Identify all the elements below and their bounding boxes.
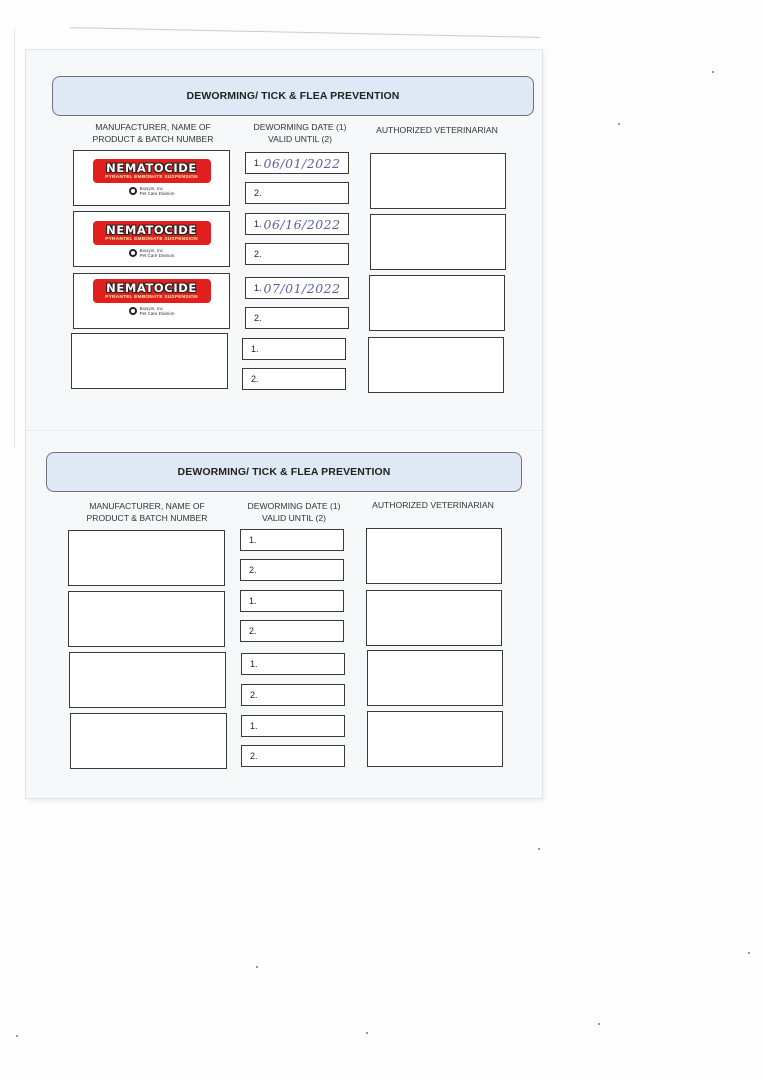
maker-name: Bioxym, Inc. — [139, 306, 165, 311]
date-number: 1. — [249, 596, 257, 606]
date-number: 1. — [250, 659, 258, 669]
sticker-maker — [93, 248, 211, 258]
valid-until-field[interactable] — [245, 182, 349, 204]
product-box[interactable] — [73, 150, 230, 206]
maker-name: Bioxym, Inc. — [139, 248, 165, 253]
section-title-banner — [52, 76, 534, 116]
section-title-banner — [46, 452, 522, 492]
date-number: 2. — [250, 751, 258, 761]
valid-until-field[interactable] — [245, 243, 349, 265]
sticker-brand: NEMATOCIDE — [106, 223, 197, 237]
scan-speck — [538, 848, 540, 850]
column-header-product: MANUFACTURER, NAME OF PRODUCT & BATCH NUMBER — [92, 122, 214, 144]
sticker-label — [93, 221, 211, 245]
valid-until-field[interactable] — [242, 368, 346, 390]
scan-speck — [712, 71, 714, 73]
valid-until-field[interactable] — [240, 559, 344, 581]
scan-speck — [748, 952, 750, 954]
date-number: 2. — [254, 249, 262, 259]
sticker-maker — [93, 306, 211, 316]
deworming-date-field[interactable] — [245, 213, 349, 235]
sticker-subtitle: PYRANTEL EMBONATE SUSPENSION — [105, 295, 198, 300]
deworming-date-field[interactable] — [245, 152, 349, 174]
company-logo-icon — [129, 187, 137, 195]
handwritten-date: 06/01/2022 — [263, 155, 341, 171]
sticker-subtitle: PYRANTEL EMBONATE SUSPENSION — [105, 237, 198, 242]
column-header-date: DEWORMING DATE (1) VALID UNTIL (2) — [247, 501, 341, 523]
product-sticker — [93, 279, 211, 316]
date-number: 1. — [251, 344, 259, 354]
product-sticker — [93, 159, 211, 196]
product-box[interactable] — [71, 333, 228, 389]
veterinarian-box[interactable] — [367, 650, 503, 706]
fold-line — [26, 430, 542, 431]
veterinarian-box[interactable] — [370, 214, 506, 270]
section-title: DEWORMING/ TICK & FLEA PREVENTION — [186, 90, 400, 102]
valid-until-field[interactable] — [241, 684, 345, 706]
section-top — [52, 76, 532, 396]
maker-division: Pet Care Division — [139, 253, 175, 258]
valid-until-field[interactable] — [241, 745, 345, 767]
column-header-vet: AUTHORIZED VETERINARIAN — [376, 125, 498, 135]
veterinarian-box[interactable] — [366, 590, 502, 646]
product-box[interactable] — [68, 591, 225, 647]
scan-speck — [366, 1032, 368, 1034]
date-number: 1. — [254, 283, 262, 293]
maker-division: Pet Care Division — [139, 311, 175, 316]
handwritten-date: 07/01/2022 — [263, 280, 341, 296]
product-box[interactable] — [70, 713, 227, 769]
sticker-maker — [93, 186, 211, 196]
scan-speck — [16, 1035, 18, 1037]
deworming-date-field[interactable] — [241, 715, 345, 737]
valid-until-field[interactable] — [240, 620, 344, 642]
product-box[interactable] — [73, 211, 230, 267]
sticker-label — [93, 279, 211, 303]
column-header-product: MANUFACTURER, NAME OF PRODUCT & BATCH NUMBER — [86, 501, 208, 523]
scan-speck — [618, 123, 620, 125]
date-number: 1. — [249, 535, 257, 545]
date-number: 2. — [251, 374, 259, 384]
sticker-subtitle: PYRANTEL EMBONATE SUSPENSION — [105, 175, 198, 180]
sticker-brand: NEMATOCIDE — [106, 161, 197, 175]
sticker-label — [93, 159, 211, 183]
date-number: 2. — [254, 188, 262, 198]
column-header-vet: AUTHORIZED VETERINARIAN — [372, 500, 494, 510]
date-number: 2. — [254, 313, 262, 323]
maker-division: Pet Care Division — [139, 191, 175, 196]
date-number: 2. — [250, 690, 258, 700]
deworming-date-field[interactable] — [241, 653, 345, 675]
veterinarian-box[interactable] — [370, 153, 506, 209]
date-number: 1. — [250, 721, 258, 731]
date-number: 2. — [249, 626, 257, 636]
veterinarian-box[interactable] — [369, 275, 505, 331]
deworming-date-field[interactable] — [240, 529, 344, 551]
scan-speck — [256, 966, 258, 968]
product-box[interactable] — [73, 273, 230, 329]
scan-speck — [598, 1023, 600, 1025]
sticker-brand: NEMATOCIDE — [106, 281, 197, 295]
section-bottom — [46, 452, 526, 772]
company-logo-icon — [129, 249, 137, 257]
valid-until-field[interactable] — [245, 307, 349, 329]
deworming-date-field[interactable] — [242, 338, 346, 360]
veterinarian-box[interactable] — [366, 528, 502, 584]
page-edge — [14, 28, 17, 448]
handwritten-date: 06/16/2022 — [263, 216, 341, 232]
date-number: 1. — [254, 158, 262, 168]
date-number: 2. — [249, 565, 257, 575]
product-box[interactable] — [68, 530, 225, 586]
column-header-date: DEWORMING DATE (1) VALID UNTIL (2) — [253, 122, 347, 144]
product-sticker — [93, 221, 211, 258]
veterinarian-box[interactable] — [367, 711, 503, 767]
date-number: 1. — [254, 219, 262, 229]
product-box[interactable] — [69, 652, 226, 708]
maker-name: Bioxym, Inc. — [139, 186, 165, 191]
veterinarian-box[interactable] — [368, 337, 504, 393]
deworming-date-field[interactable] — [240, 590, 344, 612]
company-logo-icon — [129, 307, 137, 315]
section-title: DEWORMING/ TICK & FLEA PREVENTION — [177, 466, 391, 478]
deworming-date-field[interactable] — [245, 277, 349, 299]
